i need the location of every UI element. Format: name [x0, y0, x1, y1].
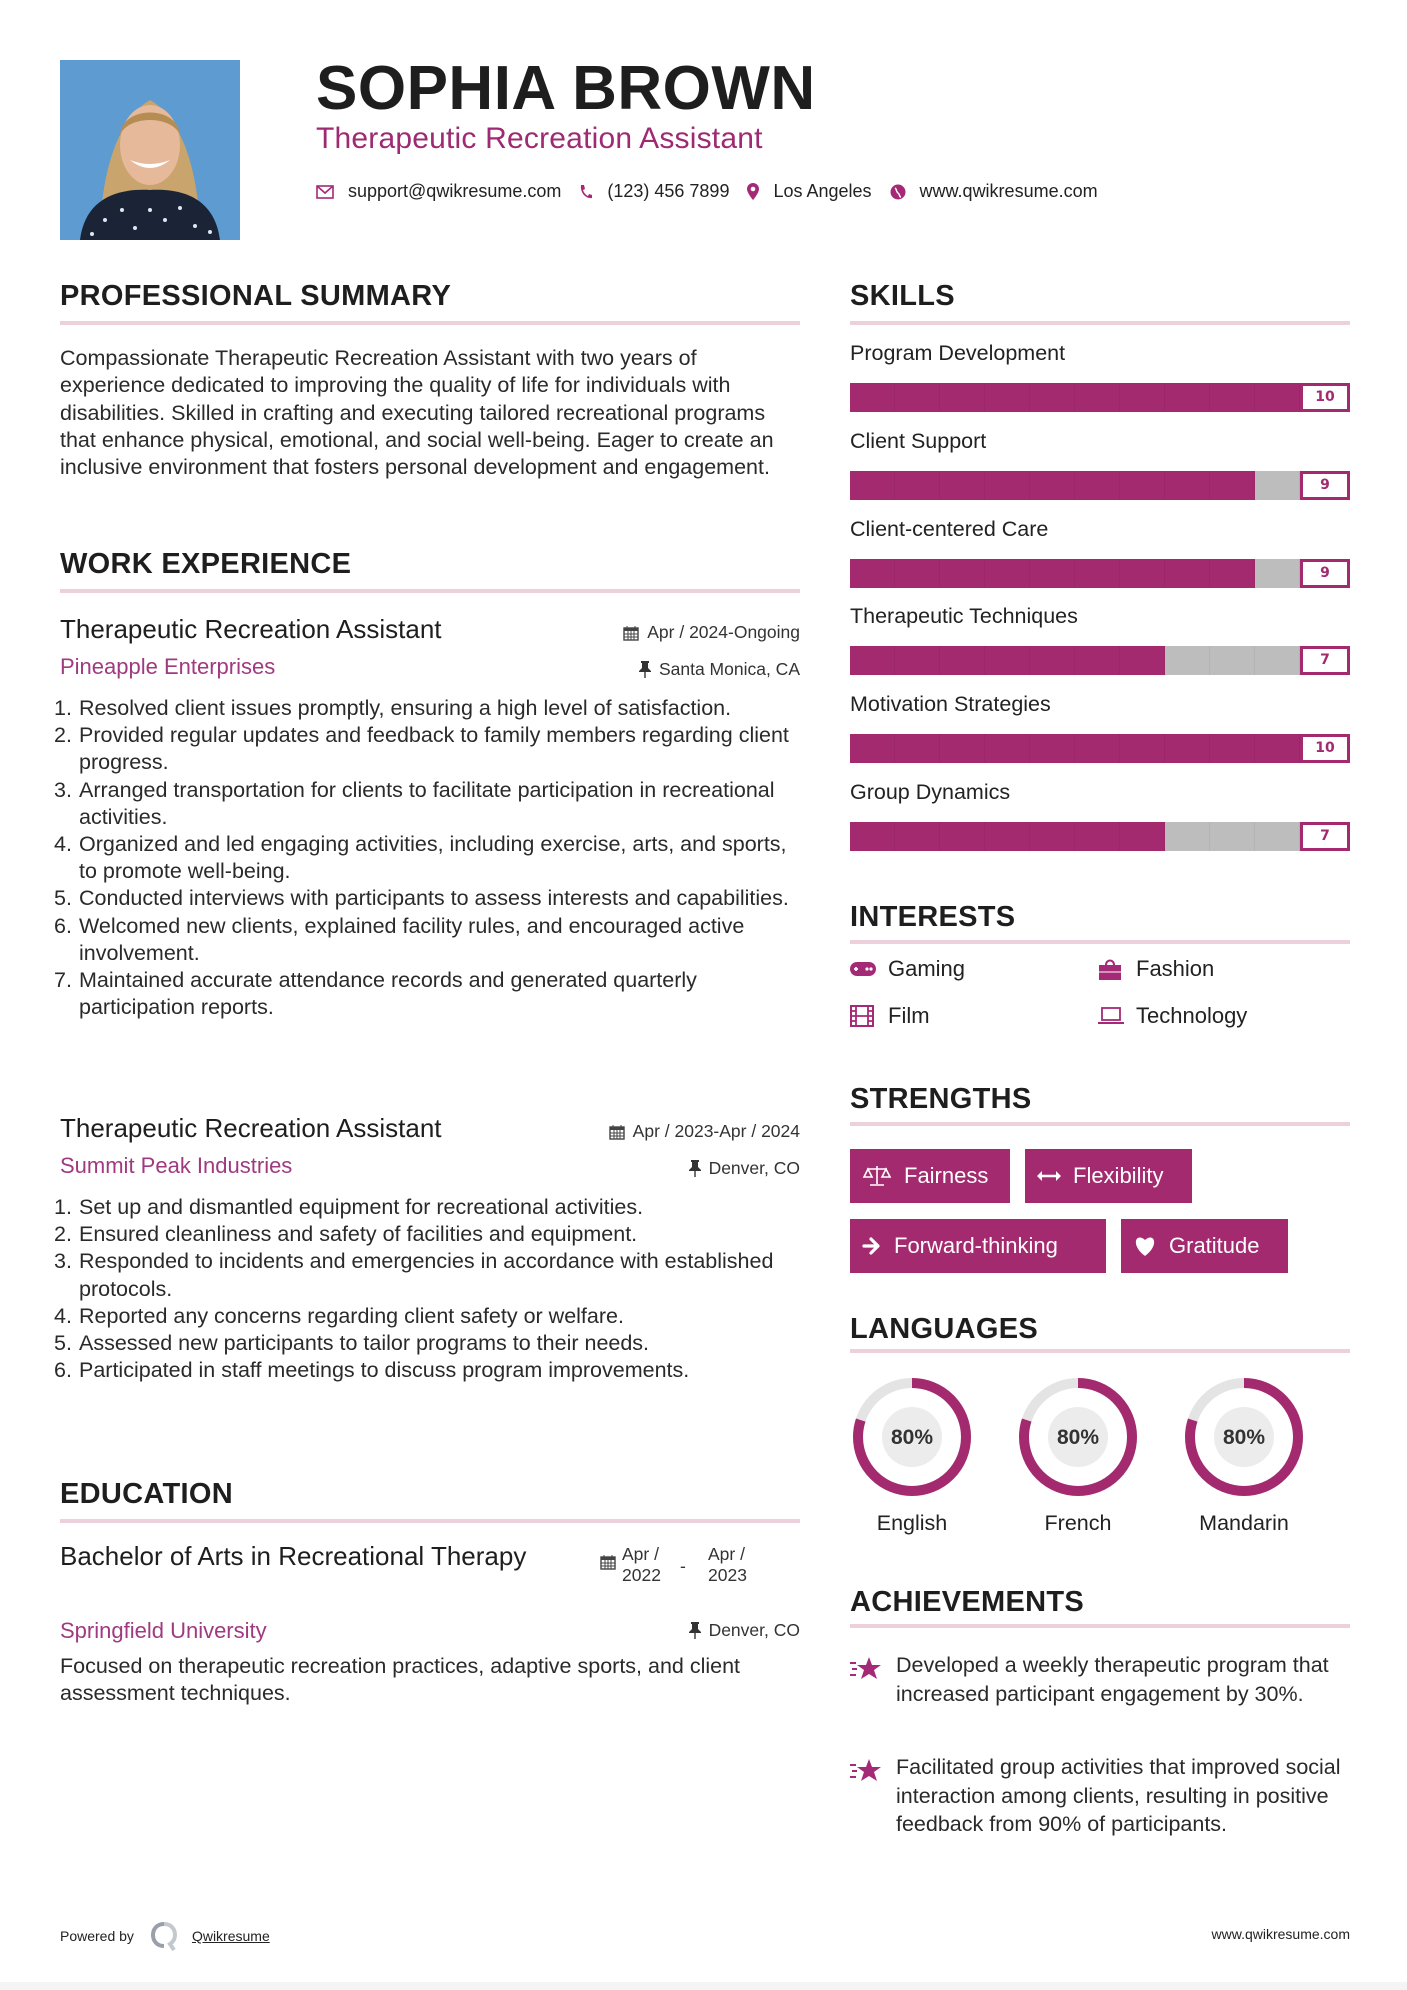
list-item: 5. Conducted interviews with participants to assess interests and capabilities.: [54, 886, 789, 911]
education-location: Denver, CO: [689, 1620, 800, 1641]
envelope-icon: [316, 185, 334, 199]
skill-score-badge: 7: [1300, 646, 1350, 675]
language-name: French: [1044, 1511, 1112, 1535]
skill-rating-bar: [850, 559, 1350, 588]
globe-icon: [890, 184, 906, 200]
skill-score-badge: 7: [1300, 822, 1350, 851]
skill-score-badge: 10: [1300, 383, 1350, 412]
contact-phone[interactable]: (123) 456 7899: [579, 181, 729, 202]
skills-heading: SKILLS: [850, 280, 955, 312]
list-item: 2. Provided regular updates and feedback to family members regarding client progress.: [54, 723, 789, 775]
achievements-heading: ACHIEVEMENTS: [850, 1586, 1085, 1618]
language-progress-ring: [1182, 1375, 1306, 1499]
skill-score-badge: 10: [1300, 734, 1350, 763]
footer-powered-by: Powered by Qwikresume: [60, 1921, 270, 1951]
list-item: 1. Resolved client issues promptly, ensuring a high level of satisfaction.: [54, 696, 732, 720]
calendar-icon: [609, 1124, 625, 1140]
strength-badge: Gratitude: [1121, 1219, 1288, 1273]
language-item: [850, 1375, 974, 1536]
qwikresume-link[interactable]: Qwikresume: [191, 1928, 270, 1944]
film-icon: [850, 1005, 878, 1027]
achievement-item: Facilitated group activities that improved social interaction among clients, resulting in positive feedback from 90% of participants.: [850, 1753, 1350, 1839]
svg-text:80%: 80%: [890, 1426, 934, 1449]
skill-item: [850, 604, 1350, 668]
interests-heading: INTERESTS: [850, 901, 1016, 933]
job-title: Therapeutic Recreation Assistant: [60, 1113, 442, 1143]
skill-item: [850, 517, 1350, 581]
language-name: Mandarin: [1199, 1511, 1289, 1535]
laptop-icon: [1098, 1007, 1126, 1025]
strength-badge: Forward-thinking: [850, 1219, 1106, 1273]
strengths-heading: STRENGTHS: [850, 1083, 1032, 1115]
candidate-name: SOPHIA BROWN: [316, 54, 816, 123]
interest-film: Film: [850, 1003, 930, 1029]
skills-divider: [850, 321, 1350, 325]
job-title: Therapeutic Recreation Assistant: [60, 614, 442, 644]
education-dates: [600, 1544, 766, 1586]
experience-heading: WORK EXPERIENCE: [60, 548, 352, 580]
company-name: Pineapple Enterprises: [60, 654, 276, 679]
shopping-bag-icon: [1098, 957, 1126, 981]
map-pin-icon: [747, 183, 759, 200]
skill-name: Motivation Strategies: [850, 692, 1051, 716]
job-dates: Apr / 2023-Apr / 2024: [609, 1121, 800, 1142]
phone-icon: [579, 184, 593, 200]
skill-rating-bar: [850, 471, 1350, 500]
arrow-right-icon: [862, 1236, 882, 1256]
list-item: 7. Maintained accurate attendance records and generated quarterly participation reports.: [54, 968, 697, 1020]
pushpin-icon: [689, 1622, 701, 1639]
shooting-star-icon: [850, 1757, 882, 1790]
calendar-icon: [600, 1554, 616, 1586]
interest-technology: Technology: [1098, 1003, 1247, 1029]
summary-heading: PROFESSIONAL SUMMARY: [60, 280, 452, 312]
skill-name: Therapeutic Techniques: [850, 604, 1078, 628]
page-bottom-edge: [0, 1982, 1407, 1990]
language-progress-ring: [1016, 1375, 1140, 1499]
language-progress-ring: [850, 1375, 974, 1499]
list-item: 1. Set up and dismantled equipment for recreational activities.: [54, 1195, 644, 1219]
footer-website[interactable]: www.qwikresume.com: [1211, 1926, 1350, 1942]
strengths-divider: [850, 1122, 1350, 1126]
candidate-title: Therapeutic Recreation Assistant: [316, 122, 763, 155]
balance-scale-icon: [862, 1165, 892, 1187]
strength-badge: Flexibility: [1025, 1149, 1192, 1203]
education-heading: EDUCATION: [60, 1478, 233, 1510]
skill-name: Group Dynamics: [850, 780, 1011, 804]
contact-email[interactable]: support@qwikresume.com: [316, 181, 561, 202]
list-item: 3. Arranged transportation for clients to facilitate participation in recreational activities.: [54, 777, 775, 829]
skill-item: [850, 429, 1350, 493]
list-item: 5. Assessed new participants to tailor programs to their needs.: [54, 1331, 650, 1356]
language-item: [1182, 1375, 1306, 1536]
language-name: English: [876, 1511, 948, 1535]
start-date: Apr / 2022: [622, 1544, 661, 1585]
skill-name: Program Development: [850, 341, 1066, 365]
education-divider: [60, 1519, 800, 1523]
arrows-horizontal-icon: [1037, 1170, 1061, 1182]
job-location: Denver, CO: [689, 1158, 800, 1179]
date-separator: -: [680, 1556, 686, 1576]
gamepad-icon: [850, 961, 878, 977]
education-description: Focused on therapeutic recreation practices, adaptive sports, and client assessment techniques.: [60, 1654, 741, 1706]
experience-divider: [60, 589, 800, 593]
job-location: Santa Monica, CA: [639, 659, 800, 680]
language-item: [1016, 1375, 1140, 1536]
languages-heading: LANGUAGES: [850, 1313, 1038, 1345]
list-item: 4. Organized and led engaging activities, including exercise, arts, and sports, to promote well-being.: [54, 832, 787, 884]
skill-score-badge: 9: [1300, 471, 1350, 500]
degree-title: Bachelor of Arts in Recreational Therapy: [60, 1541, 527, 1571]
list-item: 6. Participated in staff meetings to discuss program improvements.: [54, 1358, 690, 1383]
heart-icon: [1133, 1235, 1157, 1257]
skill-rating-bar: [850, 646, 1350, 675]
summary-divider: [60, 321, 800, 325]
list-item: 2. Ensured cleanliness and safety of facilities and equipment.: [54, 1222, 638, 1247]
shooting-star-icon: [850, 1655, 882, 1688]
job-bullets: [54, 1194, 805, 1384]
contact-location: Los Angeles: [747, 181, 871, 202]
pushpin-icon: [689, 1160, 701, 1177]
company-name: Summit Peak Industries: [60, 1153, 293, 1178]
end-date: Apr / 2023: [708, 1544, 747, 1585]
skill-item: [850, 692, 1350, 756]
qwikresume-logo-icon: [150, 1921, 178, 1951]
interest-fashion: Fashion: [1098, 956, 1214, 982]
school-name: Springfield University: [60, 1618, 267, 1643]
svg-text:80%: 80%: [1056, 1426, 1100, 1449]
job-dates: Apr / 2024-Ongoing: [623, 622, 800, 643]
skill-name: Client-centered Care: [850, 517, 1049, 541]
contact-bar: [316, 181, 1116, 202]
skill-score-badge: 9: [1300, 559, 1350, 588]
calendar-icon: [623, 625, 639, 641]
interests-divider: [850, 940, 1350, 944]
skill-rating-bar: [850, 822, 1350, 851]
profile-photo: [60, 60, 240, 240]
summary-text: Compassionate Therapeutic Recreation Assistant with two years of experience dedicated to improving the quality of life for individuals with disabilities. Skilled in crafting and executing tailored recreational programs that enhance physical, emotional, and social well-being. Eager to create an inclusive environment that fosters personal development and engagement.: [60, 346, 774, 480]
interest-gaming: Gaming: [850, 956, 965, 982]
job-bullets: [54, 695, 805, 1021]
skill-name: Client Support: [850, 429, 987, 453]
achievement-item: Developed a weekly therapeutic program that increased participant engagement by 30%.: [850, 1651, 1350, 1708]
contact-website[interactable]: www.qwikresume.com: [890, 181, 1098, 202]
list-item: 3. Responded to incidents and emergencies in accordance with established protocols.: [54, 1249, 774, 1301]
list-item: 4. Reported any concerns regarding client safety or welfare.: [54, 1303, 624, 1328]
strength-badge: Fairness: [850, 1149, 1010, 1203]
list-item: 6. Welcomed new clients, explained facility rules, and encouraged active involvement.: [54, 913, 745, 965]
achievements-divider: [850, 1624, 1350, 1628]
skill-rating-bar: [850, 383, 1350, 412]
skill-rating-bar: [850, 734, 1350, 763]
languages-divider: [850, 1349, 1350, 1353]
skill-item: [850, 341, 1350, 405]
pushpin-icon: [639, 661, 651, 678]
skill-item: [850, 780, 1350, 844]
svg-text:80%: 80%: [1222, 1426, 1266, 1449]
